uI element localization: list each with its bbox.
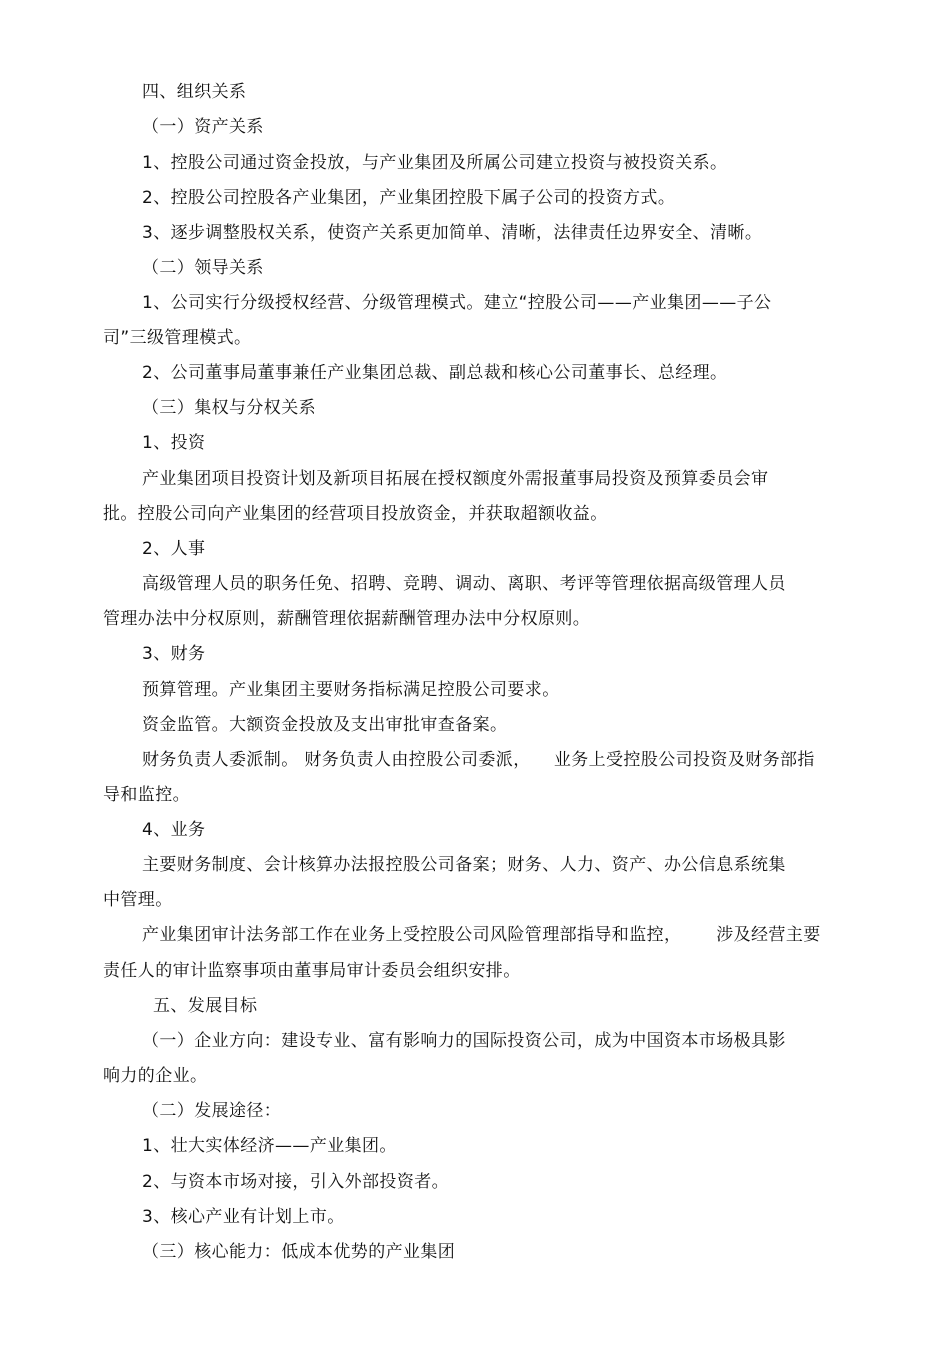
subheading-development-path: （二）发展途径： bbox=[142, 1101, 282, 1121]
paragraph-line: 3、核心产业有计划上市。 bbox=[142, 1207, 345, 1227]
paragraph-line: 财务负责人委派制。 财务负责人由控股公司委派， 业务上受控股公司投资及财务部指 bbox=[142, 750, 815, 770]
subheading-leadership-relations: （二）领导关系 bbox=[142, 258, 264, 278]
paragraph-line: 1、公司实行分级授权经营、分级管理模式。建立“控股公司——产业集团——子公 bbox=[142, 293, 772, 313]
paragraph-line: 2、控股公司控股各产业集团，产业集团控股下属子公司的投资方式。 bbox=[142, 188, 676, 208]
paragraph-line: 产业集团审计法务部工作在业务上受控股公司风险管理部指导和监控， 涉及经营主要 bbox=[142, 925, 821, 945]
heading-section-4: 四、组织关系 bbox=[142, 82, 247, 102]
paragraph-line: 1、控股公司通过资金投放，与产业集团及所属公司建立投资与被投资关系。 bbox=[142, 153, 728, 173]
paragraph-line: 导和监控。 bbox=[103, 785, 190, 805]
paragraph-line: 产业集团项目投资计划及新项目拓展在授权额度外需报董事局投资及预算委员会审 bbox=[142, 469, 769, 489]
paragraph-line: 主要财务制度、会计核算办法报控股公司备案；财务、人力、资产、办公信息系统集 bbox=[142, 855, 786, 875]
item-heading-finance: 3、财务 bbox=[142, 644, 206, 664]
item-heading-personnel: 2、人事 bbox=[142, 539, 206, 559]
paragraph-line: 责任人的审计监察事项由董事局审计委员会组织安排。 bbox=[103, 961, 521, 981]
subheading-centralization: （三）集权与分权关系 bbox=[142, 398, 316, 418]
item-heading-business: 4、业务 bbox=[142, 820, 206, 840]
heading-section-5: 五、发展目标 bbox=[153, 996, 258, 1016]
paragraph-line: 管理办法中分权原则，薪酬管理依据薪酬管理办法中分权原则。 bbox=[103, 609, 591, 629]
paragraph-line: 批。控股公司向产业集团的经营项目投放资金，并获取超额收益。 bbox=[103, 504, 608, 524]
paragraph-line: 响力的企业。 bbox=[103, 1066, 208, 1086]
item-heading-investment: 1、投资 bbox=[142, 433, 206, 453]
paragraph-line: 预算管理。产业集团主要财务指标满足控股公司要求。 bbox=[142, 680, 560, 700]
paragraph-line: 2、公司董事局董事兼任产业集团总裁、副总裁和核心公司董事长、总经理。 bbox=[142, 363, 728, 383]
paragraph-line: 3、逐步调整股权关系，使资产关系更加简单、清晰，法律责任边界安全、清晰。 bbox=[142, 223, 763, 243]
subheading-asset-relations: （一）资产关系 bbox=[142, 117, 264, 137]
paragraph-line: 高级管理人员的职务任免、招聘、竞聘、调动、离职、考评等管理依据高级管理人员 bbox=[142, 574, 786, 594]
paragraph-line: 资金监管。大额资金投放及支出审批审查备案。 bbox=[142, 715, 508, 735]
paragraph-line: 1、壮大实体经济——产业集团。 bbox=[142, 1136, 397, 1156]
subheading-core-capability: （三）核心能力：低成本优势的产业集团 bbox=[142, 1242, 456, 1262]
paragraph-line: 司”三级管理模式。 bbox=[103, 328, 252, 348]
paragraph-line: （一）企业方向：建设专业、富有影响力的国际投资公司，成为中国资本市场极具影 bbox=[142, 1031, 786, 1051]
paragraph-line: 2、与资本市场对接，引入外部投资者。 bbox=[142, 1172, 450, 1192]
paragraph-line: 中管理。 bbox=[103, 890, 173, 910]
